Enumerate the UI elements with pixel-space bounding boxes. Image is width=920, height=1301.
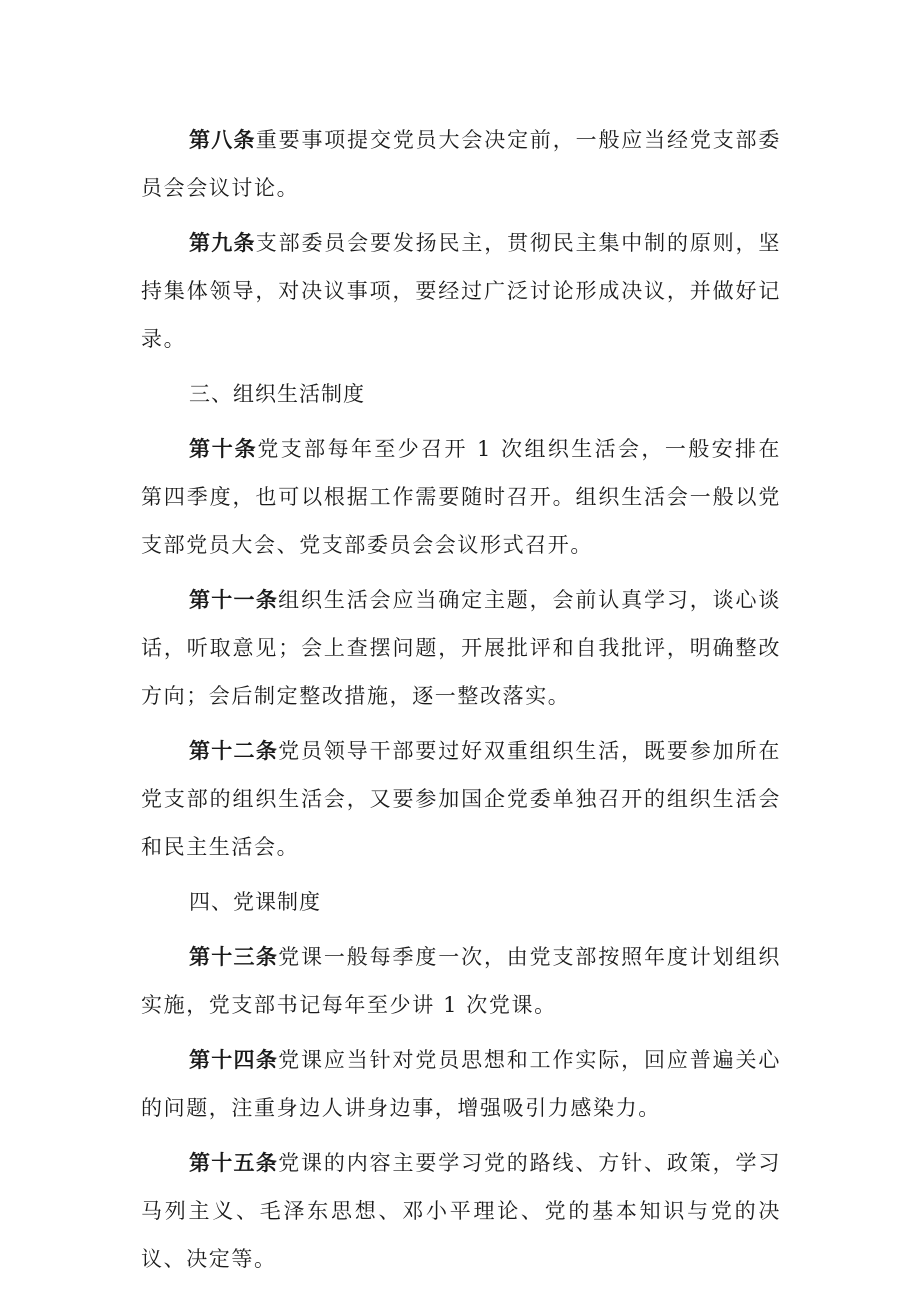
article-9 (141, 219, 781, 363)
article-text: 党课一般每季度一次，由党支部按照年度计划组织实施，党支部书记每年至少讲 1 次党课。 (141, 945, 782, 1017)
article-text: 党课应当针对党员思想和工作实际，回应普遍关心的问题，注重身边人讲身边事，增强吸引力感染力。 (141, 1048, 782, 1120)
article-text: 党员领导干部要过好双重组织生活，既要参加所在党支部的组织生活会，又要参加国企党委单独召开的组织生活会和民主生活会。 (141, 739, 782, 859)
article-13 (141, 933, 781, 1029)
article-8 (141, 116, 781, 212)
article-number: 第十二条 (189, 739, 279, 763)
article-number: 第十条 (189, 437, 258, 461)
article-number: 第十三条 (189, 945, 279, 969)
article-10 (141, 425, 781, 569)
article-12 (141, 727, 781, 871)
article-number: 第十一条 (189, 588, 279, 612)
section-heading-4: 四、党课制度 (189, 890, 321, 914)
article-text: 党课的内容主要学习党的路线、方针、政策，学习马列主义、毛泽东思想、邓小平理论、党的基本知识与党的决议、决定等。 (141, 1151, 782, 1271)
article-number: 第八条 (189, 128, 256, 152)
article-number: 第十四条 (189, 1048, 279, 1072)
article-text: 党支部每年至少召开 1 次组织生活会，一般安排在第四季度，也可以根据工作需要随时召开。组织生活会一般以党支部党员大会、党支部委员会会议形式召开。 (141, 437, 782, 557)
article-number: 第十五条 (189, 1151, 279, 1175)
article-15 (141, 1139, 781, 1283)
article-14 (141, 1036, 781, 1132)
document-page (141, 116, 781, 1290)
section-heading-3: 三、组织生活制度 (189, 382, 365, 406)
article-text: 重要事项提交党员大会决定前，一般应当经党支部委员会会议讨论。 (141, 128, 781, 200)
article-number: 第九条 (189, 231, 256, 255)
article-11 (141, 576, 781, 720)
article-text: 支部委员会要发扬民主，贯彻民主集中制的原则，坚持集体领导，对决议事项，要经过广泛讨论形成决议，并做好记录。 (141, 231, 781, 351)
article-text: 组织生活会应当确定主题，会前认真学习，谈心谈话，听取意见；会上查摆问题，开展批评和自我批评，明确整改方向；会后制定整改措施，逐一整改落实。 (141, 588, 782, 708)
